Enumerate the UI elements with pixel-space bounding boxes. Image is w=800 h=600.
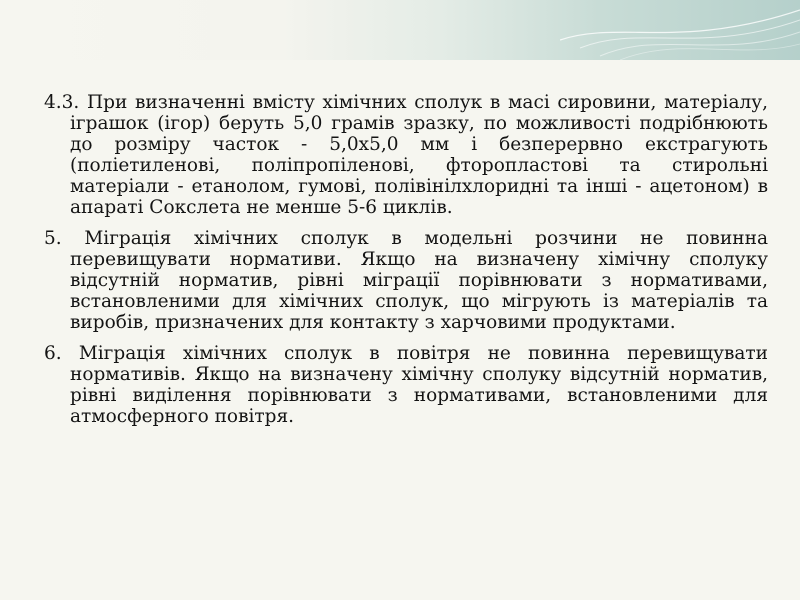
paragraph-6: 6. Міграція хімічних сполук в повітря не повинна перевищувати нормативів. Якщо на визначену хімічну сполуку відсутній норматив, рівні виділення порівнювати з нормативами, встановленими для атмосферного повітря. (44, 343, 768, 427)
wave-lines-decoration (560, 0, 800, 60)
paragraph-4-3: 4.3. При визначенні вмісту хімічних сполук в масі сировини, матеріалу, іграшок (ігор) беруть 5,0 грамів зразку, по можливості подрібнюють до розміру часток - 5,0x5,0 мм і безперервно екстрагують (поліетиленові, поліпропіленові, фторопластові та стирольні матеріали - етанолом, гумові, полівінілхлоридні та інші - ацетоном) в апараті Сокслета не менше 5-6 циклів. (44, 92, 768, 218)
slide-body-text (44, 92, 768, 437)
paragraph-5: 5. Міграція хімічних сполук в модельні розчини не повинна перевищувати нормативи. Якщо на визначену хімічну сполуку відсутній норматив, рівні міграції порівнювати з нормативами, встановленими для хімічних сполук, що мігрують із матеріалів та виробів, призначених для контакту з харчовими продуктами. (44, 228, 768, 333)
